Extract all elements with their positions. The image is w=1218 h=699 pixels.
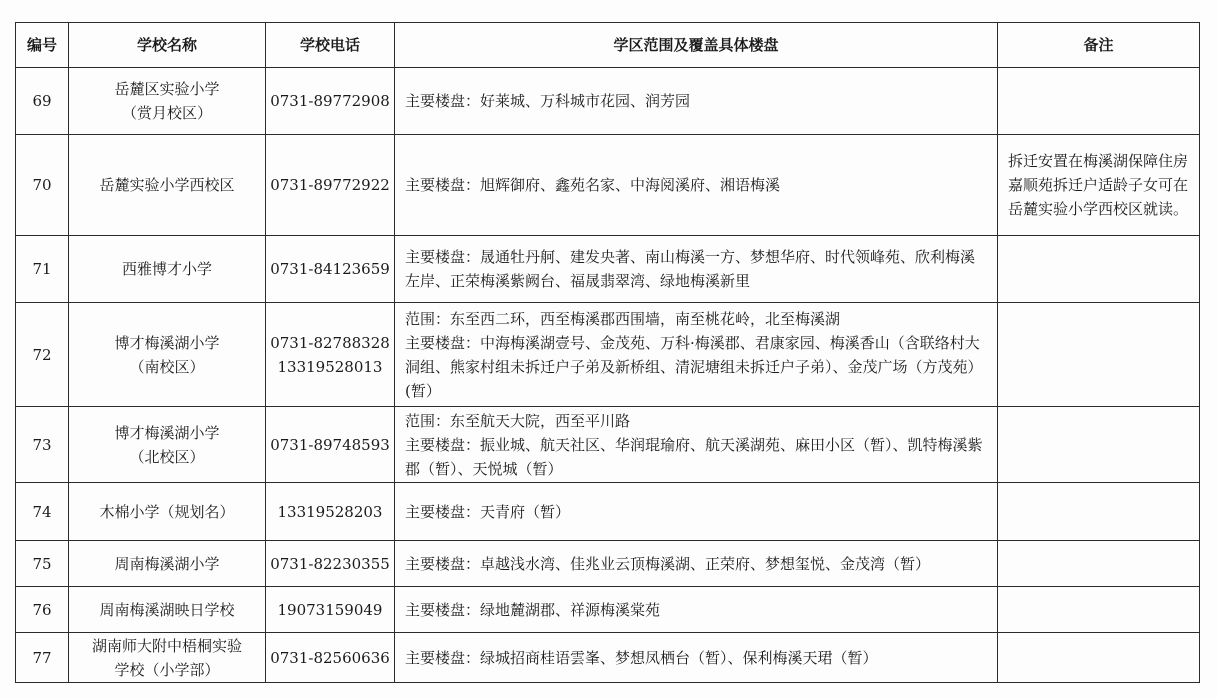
range-line: 主要楼盘：中海梅溪湖壹号、金茂苑、万科·梅溪郡、君康家园、梅溪香山（含联络村大洞组、熊家村组未拆迁户子弟及新桥组、清泥塘组未拆迁户子弟）、金茂广场（方茂苑）(暂） [405,333,983,400]
cell-range [395,541,998,587]
table-row [16,407,1200,483]
cell-phone [266,135,395,236]
cell-range [395,483,998,541]
header-name: 学校名称 [69,23,266,68]
cell-num: 72 [16,303,69,407]
phone-line: 0731-84123659 [270,260,390,278]
cell-phone [266,587,395,633]
phone-line: 0731-89772908 [270,92,390,110]
cell-phone [266,407,395,483]
name-line: 湖南师大附中梧桐实验 [91,636,242,655]
table-row [16,236,1200,303]
table-row [16,303,1200,407]
cell-num: 69 [16,68,69,135]
cell-range [395,587,998,633]
cell-phone [266,483,395,541]
cell-school-name [69,633,266,683]
range-line: 主要楼盘：天青府（暂） [405,502,571,521]
name-line: 周南梅溪湖小学 [114,554,220,573]
name-line: 西雅博才小学 [121,260,212,278]
header-phone: 学校电话 [266,23,395,68]
name-line: 周南梅溪湖映日学校 [99,600,235,619]
cell-school-name [69,483,266,541]
cell-school-name [69,68,266,135]
cell-phone [266,633,395,683]
cell-num: 75 [16,541,69,587]
cell-note [998,68,1200,135]
cell-school-name [69,587,266,633]
range-line: 主要楼盘：振业城、航天社区、华润琨瑜府、航天溪湖苑、麻田小区（暂）、凯特梅溪紫郡（暂）、天悦城（暂） [405,435,983,478]
phone-line: 0731-82788328 [270,333,390,352]
cell-note [998,407,1200,483]
header-num: 编号 [16,23,69,68]
name-line: （南校区） [129,357,205,376]
phone-line: 0731-89748593 [270,435,390,454]
table-row [16,541,1200,587]
cell-range [395,633,998,683]
table-row [16,587,1200,633]
cell-range [395,68,998,135]
cell-num: 76 [16,587,69,633]
cell-note [998,541,1200,587]
table-row [16,135,1200,236]
cell-note [998,236,1200,303]
cell-range [395,407,998,483]
name-line: 岳麓实验小学西校区 [99,176,235,194]
cell-note [998,483,1200,541]
cell-num: 73 [16,407,69,483]
cell-note [998,587,1200,633]
cell-note [998,303,1200,407]
table-header-row [16,23,1200,68]
cell-phone [266,236,395,303]
table-row [16,633,1200,683]
cell-num: 74 [16,483,69,541]
cell-note [998,633,1200,683]
cell-phone [266,68,395,135]
phone-line: 19073159049 [277,600,383,619]
name-line: 博才梅溪湖小学 [114,423,220,442]
range-line: 范围：东至航天大院，西至平川路 [405,411,631,430]
range-line: 范围：东至西二环，西至梅溪郡西围墙，南至桃花岭，北至梅溪湖 [405,309,841,328]
cell-school-name [69,135,266,236]
cell-school-name [69,407,266,483]
cell-phone [266,541,395,587]
range-line: 主要楼盘：绿城招商桂语雲峯、梦想凤栖台（暂）、保利梅溪天珺（暂） [405,648,878,667]
cell-num: 70 [16,135,69,236]
header-range: 学区范围及覆盖具体楼盘 [395,23,998,68]
name-line: （北校区） [129,447,205,466]
phone-line: 13319528203 [277,502,383,521]
school-district-table [15,22,1200,683]
cell-school-name [69,236,266,303]
table-row [16,483,1200,541]
phone-line: 0731-89772922 [270,176,390,194]
cell-num: 77 [16,633,69,683]
table-body [16,68,1200,683]
table-row [16,68,1200,135]
name-line: 学校（小学部） [114,660,220,679]
cell-range [395,303,998,407]
cell-range [395,135,998,236]
cell-school-name [69,303,266,407]
name-line: 木棉小学（规划名） [99,502,235,521]
range-line: 主要楼盘：卓越浅水湾、佳兆业云顶梅溪湖、正荣府、梦想玺悦、金茂湾（暂） [405,554,931,573]
cell-school-name [69,541,266,587]
cell-note: 拆迁安置在梅溪湖保障住房嘉顺苑拆迁户适龄子女可在岳麓实验小学西校区就读。 [998,135,1200,236]
phone-line: 13319528013 [277,357,383,376]
cell-phone [266,303,395,407]
name-line: 岳麓区实验小学 [114,80,220,98]
name-line: （赏月校区） [121,104,212,122]
header-note: 备注 [998,23,1200,68]
cell-range [395,236,998,303]
phone-line: 0731-82230355 [270,554,390,573]
range-line: 主要楼盘：绿地麓湖郡、祥源梅溪棠苑 [405,600,661,619]
range-line: 主要楼盘：好莱城、万科城市花园、润芳园 [405,92,691,110]
cell-num: 71 [16,236,69,303]
name-line: 博才梅溪湖小学 [114,333,220,352]
range-line: 主要楼盘：旭辉御府、鑫苑名家、中海阅溪府、湘语梅溪 [405,176,781,194]
phone-line: 0731-82560636 [270,648,390,667]
range-line: 主要楼盘：晟通牡丹舸、建发央著、南山梅溪一方、梦想华府、时代领峰苑、欣利梅溪左岸、正荣梅溪紫阙台、福晟翡翠湾、绿地梅溪新里 [405,248,976,290]
